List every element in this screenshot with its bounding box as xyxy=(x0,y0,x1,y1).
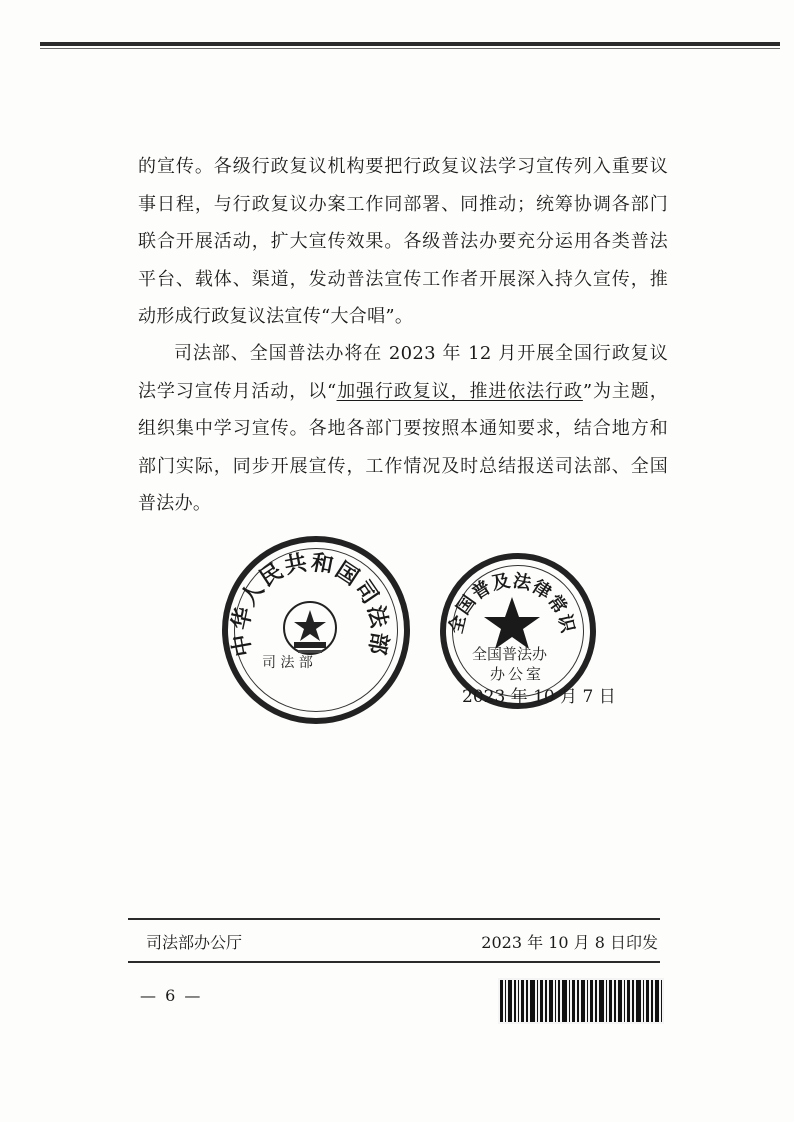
right-seal-inner-text: 全国普法办 xyxy=(472,645,548,663)
body-paragraph-1: 的宣传。各级行政复议机构要把行政复议法学习宣传列入重要议事日程，与行政复议办案工作同部署、同推动；统筹协调各部门联合开展活动，扩大宣传效果。各级普法办要充分运用各类普法平台、载体、渠道，发动普法宣传工作者开展深入持久宣传，推动形成行政复议法宣传“大合唱”。 xyxy=(138,156,668,327)
left-seal-under-text: 司 法 部 xyxy=(262,655,313,671)
paragraph-2-text-start: 司法部、全国普法办将在 2023 年 12 月开展全国行政复议法学习宣传月活动，以“ xyxy=(138,343,668,402)
barcode-icon xyxy=(498,978,664,1024)
left-seal-ring-text: 中华人民共和国司法部 xyxy=(227,549,393,659)
ministry-of-justice-seal xyxy=(222,536,410,724)
signing-date: 2023 年 10 月 7 日 xyxy=(462,687,616,707)
top-border-line-thin xyxy=(40,48,780,49)
body-paragraph-2 xyxy=(138,335,668,523)
paragraph-2-text-end: ”为主题，组织集中学习宣传。各地各部门要按照本通知要求，结合地方和部门实际，同步开展宣传，工作情况及时总结报送司法部、全国普法办。 xyxy=(138,380,668,514)
national-emblem-icon xyxy=(222,536,398,712)
right-seal-bottom-text: 办公室 xyxy=(490,665,545,683)
page-number: — 6 — xyxy=(140,986,203,1005)
right-seal-ring-text: 全国普及法律常识 xyxy=(445,570,579,636)
issuing-office: 司法部办公厅 xyxy=(146,933,243,952)
top-border-line xyxy=(40,42,780,46)
footer-rule-top xyxy=(128,918,660,920)
issue-date: 2023 年 10 月 8 日印发 xyxy=(481,933,658,952)
campaign-theme: 加强行政复议，推进依法行政 xyxy=(336,380,583,402)
footer-rule-bottom xyxy=(128,961,660,963)
